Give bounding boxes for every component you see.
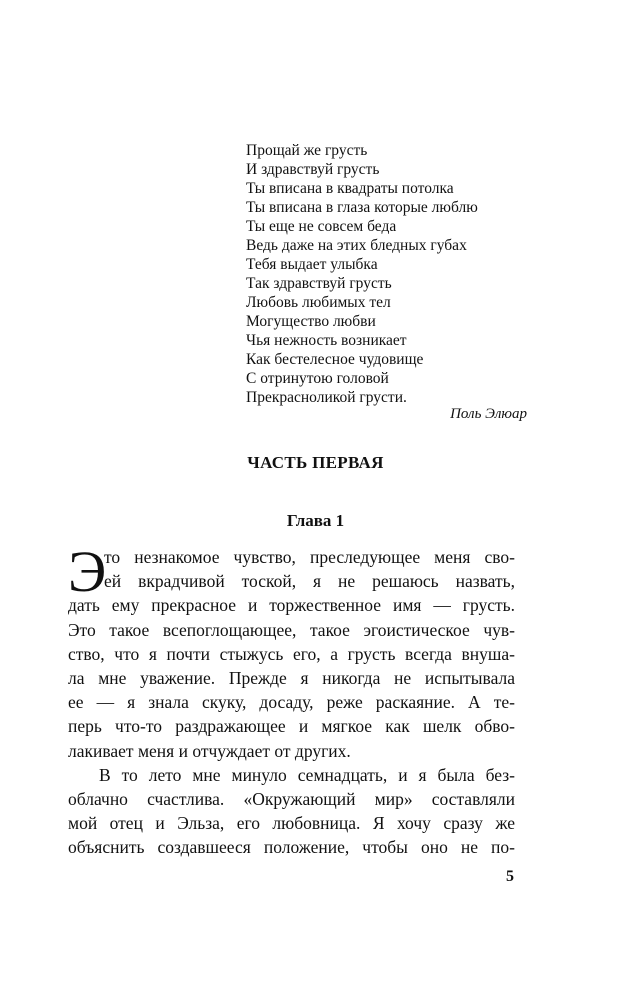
text-line: мой отец и Эльза, его любовница. Я хочу сразу же <box>68 813 515 834</box>
text-line: ство, что я почти стыжусь его, а грусть всегда внуша- <box>68 643 515 664</box>
text-line: то незнакомое чувство, преследующее меня сво- <box>104 547 515 567</box>
epigraph-line: Могущество любви <box>246 313 376 330</box>
text-line: лакивает меня и отчуждает от других. <box>68 740 351 761</box>
text-line: ей вкрадчивой тоской, я не решаюсь назвать, <box>104 571 515 592</box>
drop-cap: Э <box>68 539 107 604</box>
text-line: дать ему прекрасное и торжественное имя — грусть. <box>68 595 515 616</box>
epigraph-line: Ведь даже на этих бледных губах <box>246 237 467 254</box>
text-line: перь что-то раздражающее и мягкое как шелк обво- <box>68 716 515 737</box>
epigraph-line: Любовь любимых тел <box>246 294 391 311</box>
epigraph-line: Прощай же грусть <box>246 142 368 159</box>
text-line: ее — я знала скуку, досаду, реже раскаяние. А те- <box>68 692 515 713</box>
epigraph-line: Ты вписана в квадраты потолка <box>246 180 454 197</box>
part-title: ЧАСТЬ ПЕРВАЯ <box>247 453 384 472</box>
paragraph <box>68 763 515 860</box>
epigraph-line: Так здравствуй грусть <box>246 275 392 292</box>
chapter-title: Глава 1 <box>286 511 345 530</box>
epigraph-line: И здравствуй грусть <box>246 161 380 178</box>
epigraph <box>246 141 526 407</box>
epigraph-line: Как бестелесное чудовище <box>246 351 424 368</box>
epigraph-author: Поль Элюар <box>450 406 527 422</box>
epigraph-line: Ты еще не совсем беда <box>246 218 397 235</box>
text-line: облачно счастлива. «Окружающий мир» составляли <box>68 789 515 810</box>
text-line: В то лето мне минуло семнадцать, и я была без- <box>99 764 515 785</box>
paragraph <box>68 539 515 763</box>
epigraph-line: Прекрасноликой грусти. <box>246 389 407 406</box>
page-number: 5 <box>506 868 514 885</box>
body-text <box>68 539 515 860</box>
text-line: объяснить создавшееся положение, чтобы оно не по- <box>68 837 515 858</box>
text-line: Это такое всепоглощающее, такое эгоистическое чув- <box>68 619 515 640</box>
epigraph-line: С отринутою головой <box>246 370 389 387</box>
epigraph-line: Чья нежность возникает <box>246 332 407 349</box>
epigraph-line: Ты вписана в глаза которые люблю <box>246 199 478 216</box>
epigraph-line: Тебя выдает улыбка <box>246 256 378 273</box>
text-line: ла мне уважение. Прежде я никогда не испытывала <box>68 668 515 689</box>
